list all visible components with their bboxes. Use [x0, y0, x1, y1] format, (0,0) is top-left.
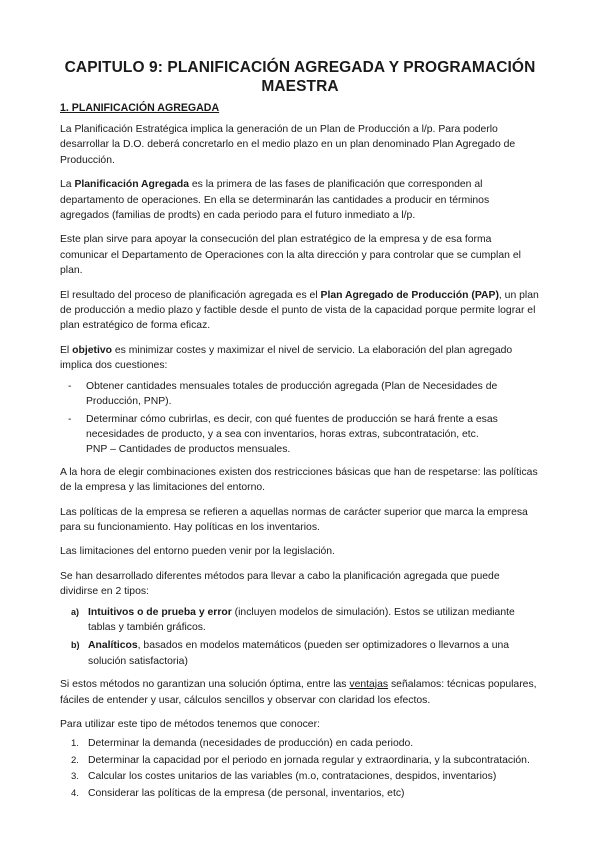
- paragraph-definition: La Planificación Agregada es la primera de las fases de planificación que corresponden al departamento de operaciones. En ella se determinarán las cantidades a producir en términos agregados (familias de prodts) en cada periodo para el futuro inmediato a l/p.: [60, 179, 490, 222]
- list-item: 3. Calcular los costes unitarios de las variables (m.o, contrataciones, despidos, inventarios): [71, 771, 497, 783]
- alpha-list: [60, 605, 540, 670]
- list-item: - Determinar cómo cubrirlas, es decir, con qué fuentes de producción se hará frente a esas necesidades de producto, y a sea con inventarios, horas extras, subcontratación, etc. PNP – Cantidades de productos mensuales.: [68, 413, 498, 456]
- bold-term: objetivo: [72, 344, 112, 356]
- list-item: a) Intuitivos o de prueba y error (incluyen modelos de simulación). Estos se utilizan mediante tablas y también gráficos.: [71, 606, 515, 633]
- numbered-list: [60, 736, 540, 801]
- bold-term: Plan Agregado de Producción (PAP): [320, 289, 499, 301]
- list-item: b) Analíticos, basados en modelos matemáticos (pueden ser optimizadores o llevarnos a una solución satisfactoria): [71, 640, 510, 667]
- list-item: 1. Determinar la demanda (necesidades de producción) en cada periodo.: [71, 738, 414, 750]
- chapter-title: CAPITULO 9: PLANIFICACIÓN AGREGADA Y PROGRAMACIÓN MAESTRA: [64, 59, 536, 95]
- paragraph-intro: La Planificación Estratégica implica la generación de un Plan de Producción a l/p. Para poderlo desarrollar la D.O. deberá concretarlo en el medio plazo en un plan denominado Plan Agregado de Producción.: [60, 124, 516, 166]
- paragraph-result: El resultado del proceso de planificación agregada es el Plan Agregado de Producción (PAP), un plan de producción a medio plazo y factible desde el punto de vista de la capacidad porque permite lograr el plan estratégico de forma eficaz.: [60, 289, 539, 332]
- paragraph-methods: Se han desarrollado diferentes métodos para llevar a cabo la planificación agregada que puede dividirse en 2 tipos:: [60, 570, 500, 598]
- dash-list: [60, 379, 540, 458]
- paragraph-objective: El objetivo es minimizar costes y maximizar el nivel de servicio. La elaboración del plan agregado implica dos cuestiones:: [60, 344, 513, 372]
- paragraph-policies: Las políticas de la empresa se refieren a aquellas normas de carácter superior que marca la empresa para su funcionamiento. Hay políticas en los inventarios.: [60, 506, 528, 533]
- paragraph-requirements: Para utilizar este tipo de métodos tenemos que conocer:: [60, 719, 320, 730]
- list-item: 4. Considerar las políticas de la empresa (de personal, inventarios, etc): [71, 787, 405, 799]
- bold-term: Planificación Agregada: [74, 179, 189, 191]
- paragraph-purpose: Este plan sirve para apoyar la consecución del plan estratégico de la empresa y de esa forma comunicar el Departamento de Operaciones con la alta dirección y para controlar que se cumplan el plan.: [60, 234, 521, 277]
- paragraph-limits: Las limitaciones del entorno pueden venir por la legislación.: [60, 546, 335, 558]
- section-heading: 1. PLANIFICACIÓN AGREGADA: [60, 102, 220, 114]
- list-item: - Obtener cantidades mensuales totales de producción agregada (Plan de Necesidades de Producción, PNP).: [68, 380, 498, 408]
- paragraph-advantages: Si estos métodos no garantizan una solución óptima, entre las ventajas señalamos: técnicas populares, fáciles de entender y usar, cálculos sencillos y observar con claridad los efectos.: [60, 679, 537, 706]
- list-item: 2. Determinar la capacidad por el periodo en jornada regular y extraordinaria, y la subcontratación.: [71, 754, 530, 766]
- paragraph-restrictions: A la hora de elegir combinaciones existen dos restricciones básicas que han de respetarse: las políticas de la empresa y las limitaciones del entorno.: [60, 466, 538, 494]
- underlined-term: ventajas: [349, 679, 389, 691]
